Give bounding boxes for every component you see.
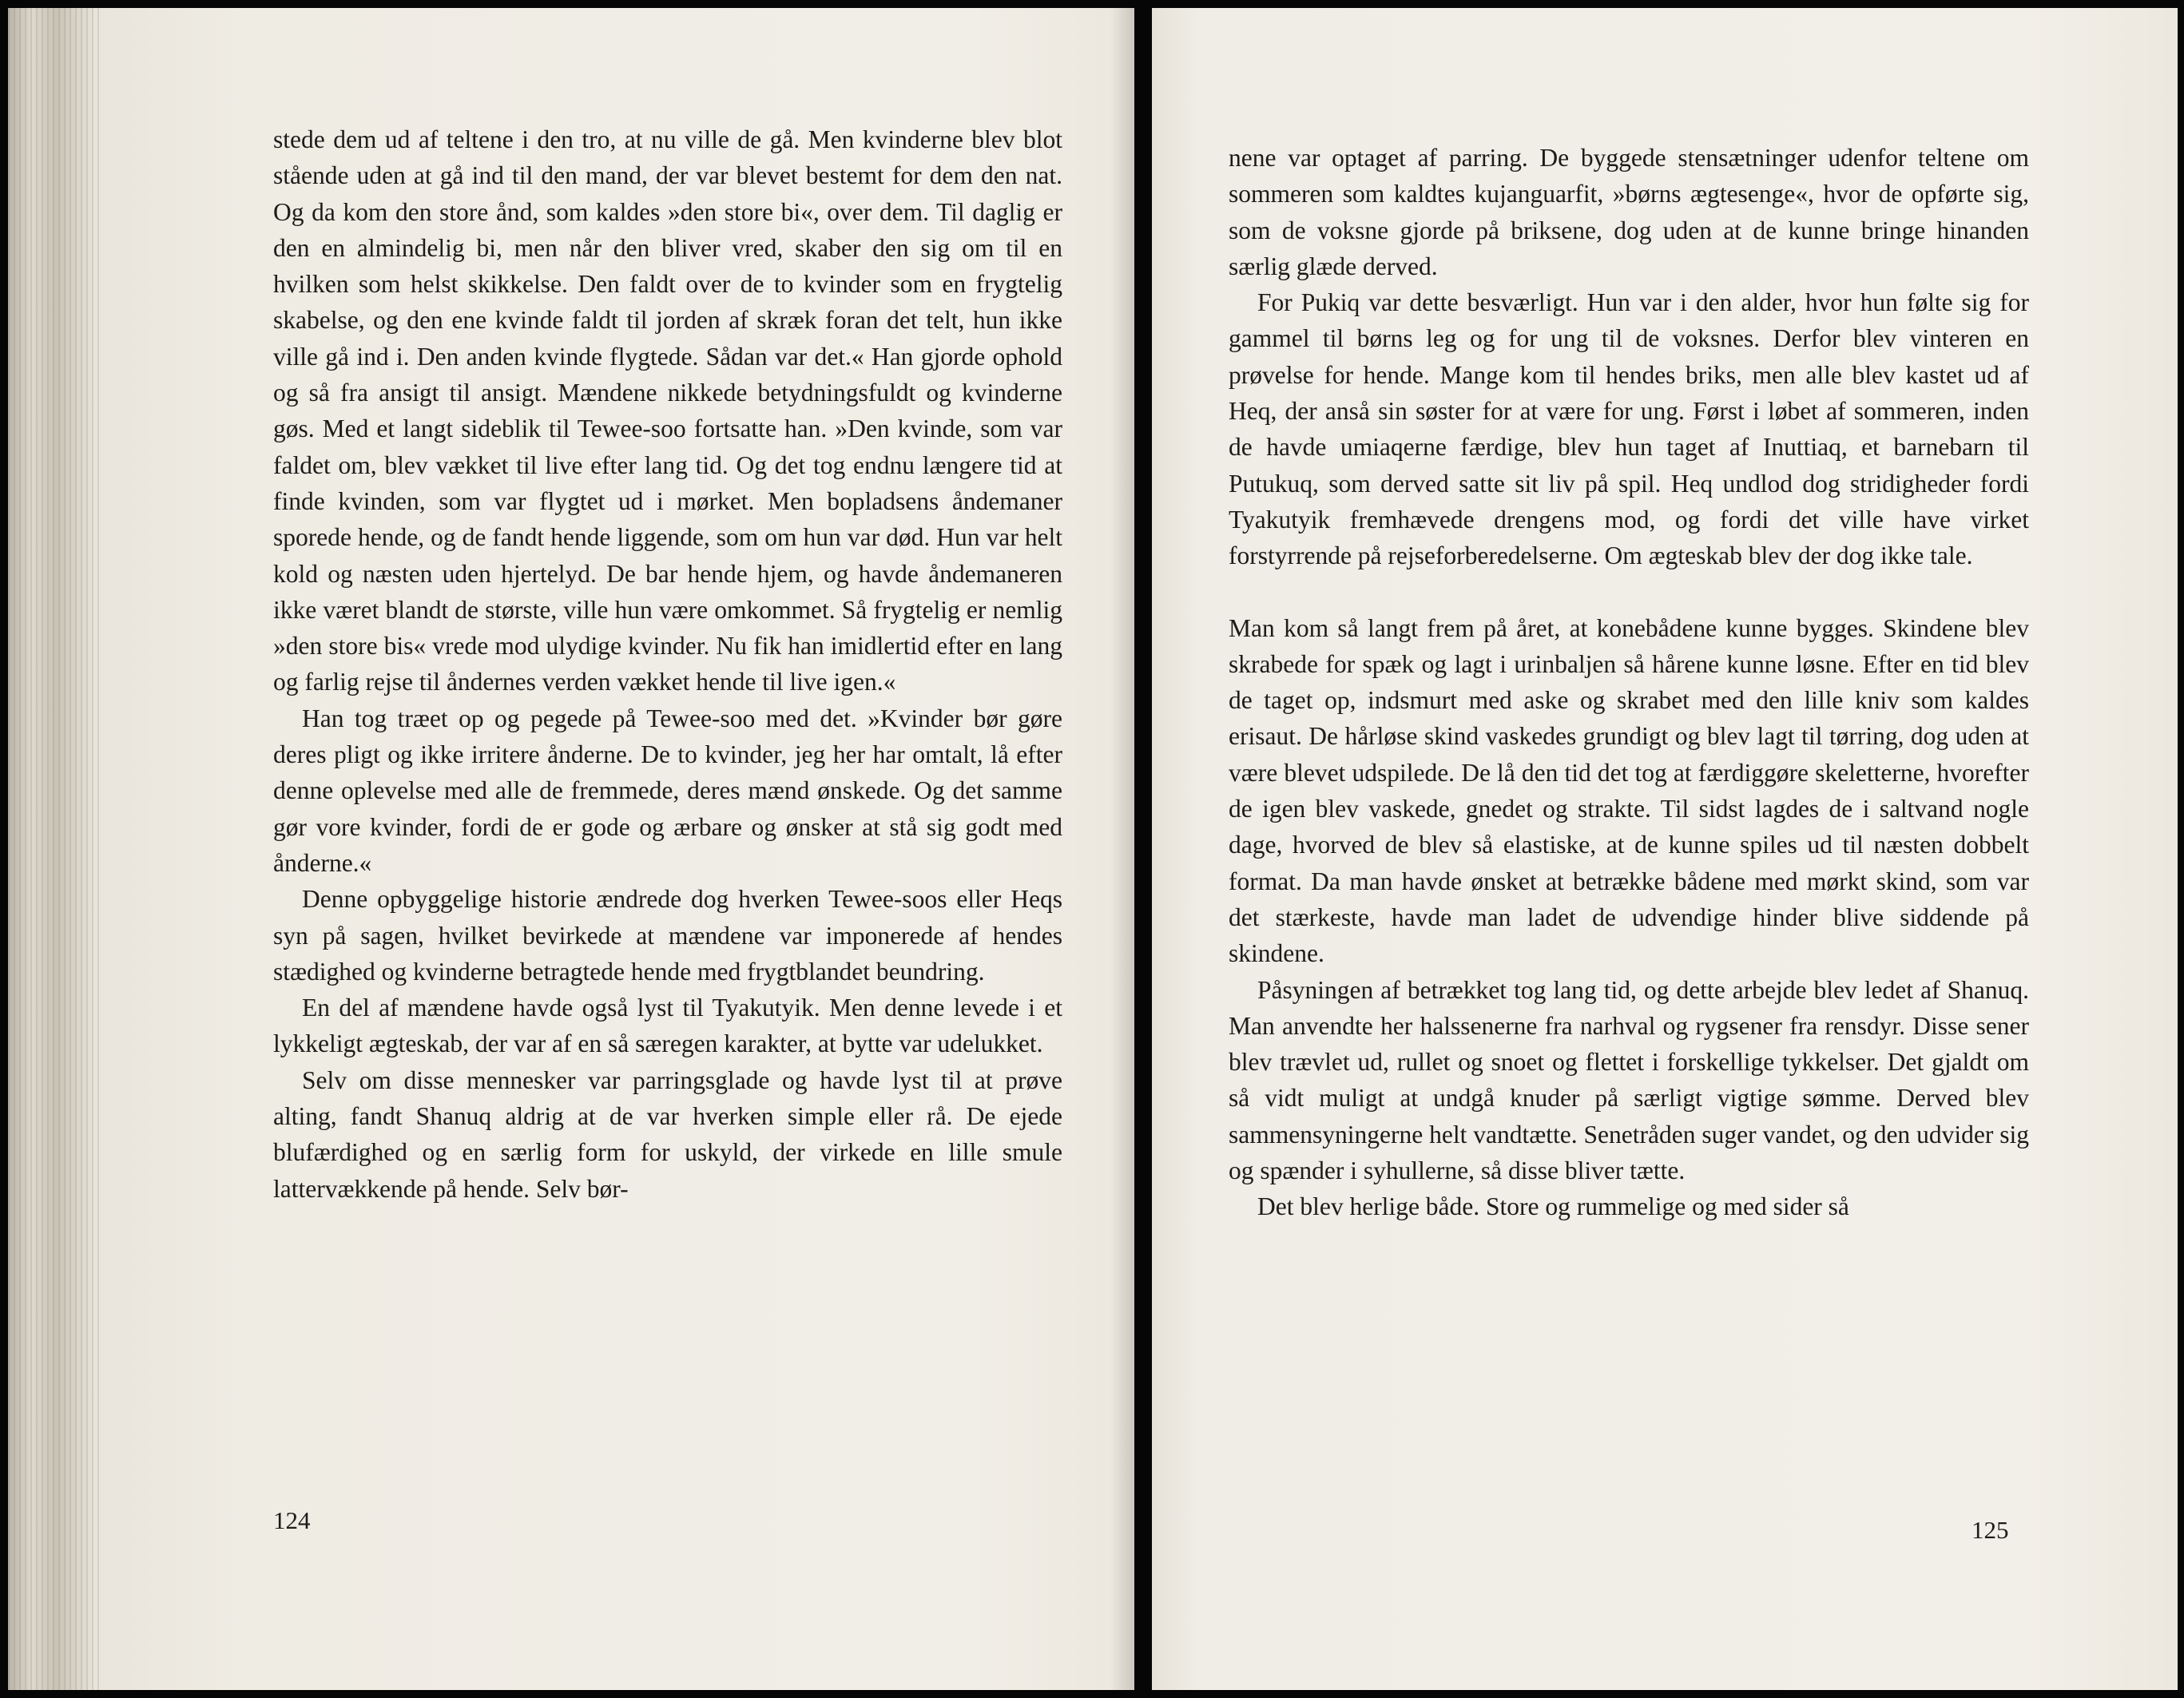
page-number: 125 — [1972, 1516, 2009, 1544]
right-page — [1152, 8, 2178, 1690]
paragraph: En del af mændene havde også lyst til Tyakutyik. Men denne levede i et lykkeligt ægteskab, der var af en så særegen karakter, at bytte var udelukket. — [273, 994, 1062, 1058]
paragraph: Påsyningen af betrækket tog lang tid, og dette arbejde blev ledet af Shanuq. Man anvendte her halssenerne fra narhval og rygsener fra rensdyr. Disse sener blev trævlet ud, rullet og snoet og flettet i forskellige tykkelser. Det gjaldt om så vidt muligt at undgå knuder på særligt vigtige sømme. Derved blev sammensyningerne helt vandtætte. Senetråden suger vandet, og den udvider sig og spænder i syhullerne, så disse bliver tætte. — [1229, 975, 2029, 1185]
left-page-text — [273, 121, 1062, 1207]
paragraph: Det blev herlige både. Store og rummelige og med sider så — [1257, 1192, 1849, 1221]
page-number: 124 — [273, 1506, 311, 1534]
paragraph: nene var optaget af parring. De byggede stensætninger udenfor teltene om sommeren som kaldtes kujanguarfit, »børns ægtesenge«, hvor de opførte sig, som de voksne gjorde på briksene, dog uden at de kunne bringe hinanden særlig glæde derved. — [1229, 144, 2029, 280]
paragraph: Denne opbyggelige historie ændrede dog hverken Tewee-soos eller Heqs syn på sagen, hvilket bevirkede at mændene var imponerede af hendes stædighed og kvinderne betragtede hende med frygtblandet beundring. — [273, 885, 1062, 986]
paragraph: Han tog træet op og pegede på Tewee-soo med det. »Kvinder bør gøre deres pligt og ikke irritere ånderne. De to kvinder, jeg her har omtalt, lå efter denne oplevelse med alle de fremmede, deres mænd ønskede. Og det samme gør vore kvinder, fordi de er gode og ærbare og ønsker at stå sig godt med ånderne.« — [273, 704, 1062, 877]
page-edges — [8, 8, 100, 1690]
paragraph: stede dem ud af teltene i den tro, at nu ville de gå. Men kvinderne blev blot stående uden at gå ind til den mand, der var blevet bestemt for dem den nat. Og da kom den store ånd, som kaldes »den store bi«, over dem. Til daglig er den en almindelig bi, men når den bliver vred, skaber den sig om til en hvilken som helst skikkelse. Den faldt over de to kvinder som en frygtelig skabelse, og den ene kvinde faldt til jorden af skræk foran det telt, hun ikke ville gå ind i. Den anden kvinde flygtede. Sådan var det.« Han gjorde ophold og så fra ansigt til ansigt. Mændene nikkede betydningsfuldt og kvinderne gøs. Med et langt sideblik til Tewee-soo fortsatte han. »Den kvinde, som var faldet om, blev vækket til live efter lang tid. Og det tog endnu længere tid at finde kvinden, som var flygtet ud i mørket. Men bopladsens åndemaner sporede hende, og de fandt hende liggende, som om hun var død. Hun var helt kold og næsten uden hjertelyd. De bar hende hjem, og havde åndemaneren ikke været blandt de største, ville hun være omkommet. Så frygtelig er nemlig »den store bis« vrede mod ulydige kvinder. Nu fik han imidlertid efter en lang og farlig rejse til åndernes verden vækket hende til live igen.« — [273, 125, 1062, 696]
left-page — [8, 8, 1134, 1690]
paragraph: Selv om disse mennesker var parringsglade og havde lyst til at prøve alting, fandt Shanuq aldrig at de var hverken simple eller rå. De ejede blufærdighed og en særlig form for uskyld, der virkede en lille smule lattervækkende på hende. Selv bør- — [273, 1065, 1062, 1203]
paragraph: For Pukiq var dette besværligt. Hun var i den alder, hvor hun følte sig for gammel til børns leg og for ung til de voksnes. Derfor blev vinteren en prøvelse for hende. Mange kom til hendes briks, men alle blev kastet ud af Heq, der anså sin søster for at være for ung. Først i løbet af sommeren, inden de havde umiaqerne færdige, blev hun taget af Inuttiaq, et barnebarn til Putukuq, som derved satte sit liv på spil. Heq undlod dog stridigheder fordi Tyakutyik fremhævede drengens mod, og fordi det ville have virket forstyrrende på rejseforberedelserne. Om ægteskab blev der dog ikke tale. — [1229, 288, 2029, 570]
right-page-text — [1229, 140, 2029, 1225]
paragraph: Man kom så langt frem på året, at konebådene kunne bygges. Skindene blev skrabede for spæk og lagt i urinbaljen så hårene kunne løsne. Efter en tid blev de taget op, indsmurt med aske og skrabet med den lille kniv som kaldes erisaut. De hårløse skind vaskedes grundigt og blev lagt til tørring, dog uden at være blevet udspilede. De lå den tid det tog at færdiggøre skeletterne, hvorefter de igen blev vaskede, gnedet og strakte. Til sidst lagdes de i saltvand nogle dage, hvorved de blev så elastiske, at de kunne spiles ud til næsten dobbelt format. Da man havde ønsket at betrække bådene med mørkt skind, som var det stærkeste, havde man ladet de udvendige hinder blive siddende på skindene. — [1229, 613, 2029, 968]
gutter-shadow — [1110, 8, 1134, 1690]
